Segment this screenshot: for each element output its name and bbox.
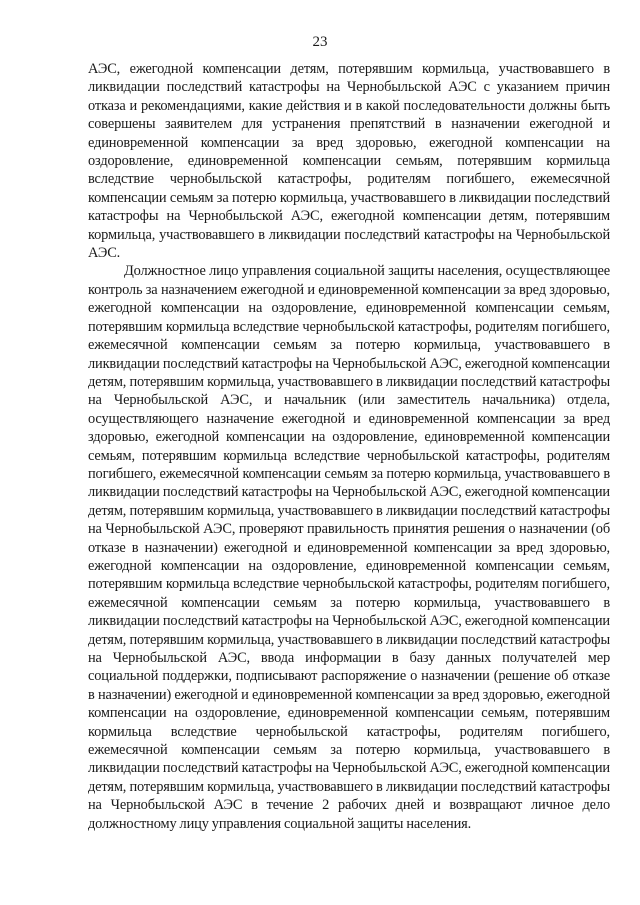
paragraph-2: Должностное лицо управления социальной защиты населения, осуществляющее контроль за назначением ежегодной и единовременной компенсации за вред здоровью, ежегодной компенсации на оздоровление, единовременной компенсации семьям, потерявшим кормильца вследствие чернобыльской катастрофы, родителям погибшего, ежемесячной компенсации семьям за потерю кормильца, участвовавшего в ликвидации последствий катастрофы на Чернобыльской АЭС, ежегодной компенсации детям, потерявшим кормильца, участвовавшего в ликвидации последствий катастрофы на Чернобыльской АЭС, и начальник (или заместитель начальника) отдела, осуществляющего назначение ежегодной и единовременной компенсации за вред здоровью, ежегодной компенсации на оздоровление, единовременной компенсации семьям, потерявшим кормильца вследствие чернобыльской катастрофы, родителям погибшего, ежемесячной компенсации семьям за потерю кормильца, участвовавшего в ликвидации последствий катастрофы на Чернобыльской АЭС, ежегодной компенсации детям, потерявшим кормильца, участвовавшего в ликвидации последствий катастрофы на Чернобыльской АЭС, проверяют правильность принятия решения о назначении (об отказе в назначении) ежегодной и единовременной компенсации за вред здоровью, ежегодной компенсации на оздоровление, единовременной компенсации семьям, потерявшим кормильца вследствие чернобыльской катастрофы, родителям погибшего, ежемесячной компенсации семьям за потерю кормильца, участвовавшего в ликвидации последствий катастрофы на Чернобыльской АЭС, ежегодной компенсации детям, потерявшим кормильца, участвовавшего в ликвидации последствий катастрофы на Чернобыльской АЭС, ввода информации в базу данных получателей мер социальной поддержки, подписывают распоряжение о назначении (решение об отказе в назначении) ежегодной и единовременной компенсации за вред здоровью, ежегодной компенсации на оздоровление, единовременной компенсации семьям, потерявшим кормильца вследствие чернобыльской катастрофы, родителям погибшего, ежемесячной компенсации семьям за потерю кормильца, участвовавшего в ликвидации последствий катастрофы на Чернобыльской АЭС, ежегодной компенсации детям, потерявшим кормильца, участвовавшего в ликвидации последствий катастрофы на Чернобыльской АЭС в течение 2 рабочих дней и возвращают личное дело должностному лицу управления социальной защиты населения. [88,263,610,832]
paragraph-1: АЭС, ежегодной компенсации детям, потерявшим кормильца, участвовавшего в ликвидации последствий катастрофы на Чернобыльской АЭС с указанием причин отказа и рекомендациями, какие действия и в какой последовательности должны быть совершены заявителем для устранения препятствий в назначении ежегодной и единовременной компенсации за вред здоровью, ежегодной компенсации на оздоровление, единовременной компенсации семьям, потерявшим кормильца вследствие чернобыльской катастрофы, родителям погибшего, ежемесячной компенсации семьям за потерю кормильца, участвовавшего в ликвидации последствий катастрофы на Чернобыльской АЭС, ежегодной компенсации детям, потерявшим кормильца, участвовавшего в ликвидации последствий катастрофы на Чернобыльской АЭС. [88,61,610,262]
page-number: 23 [312,34,328,50]
body-text [88,60,610,833]
